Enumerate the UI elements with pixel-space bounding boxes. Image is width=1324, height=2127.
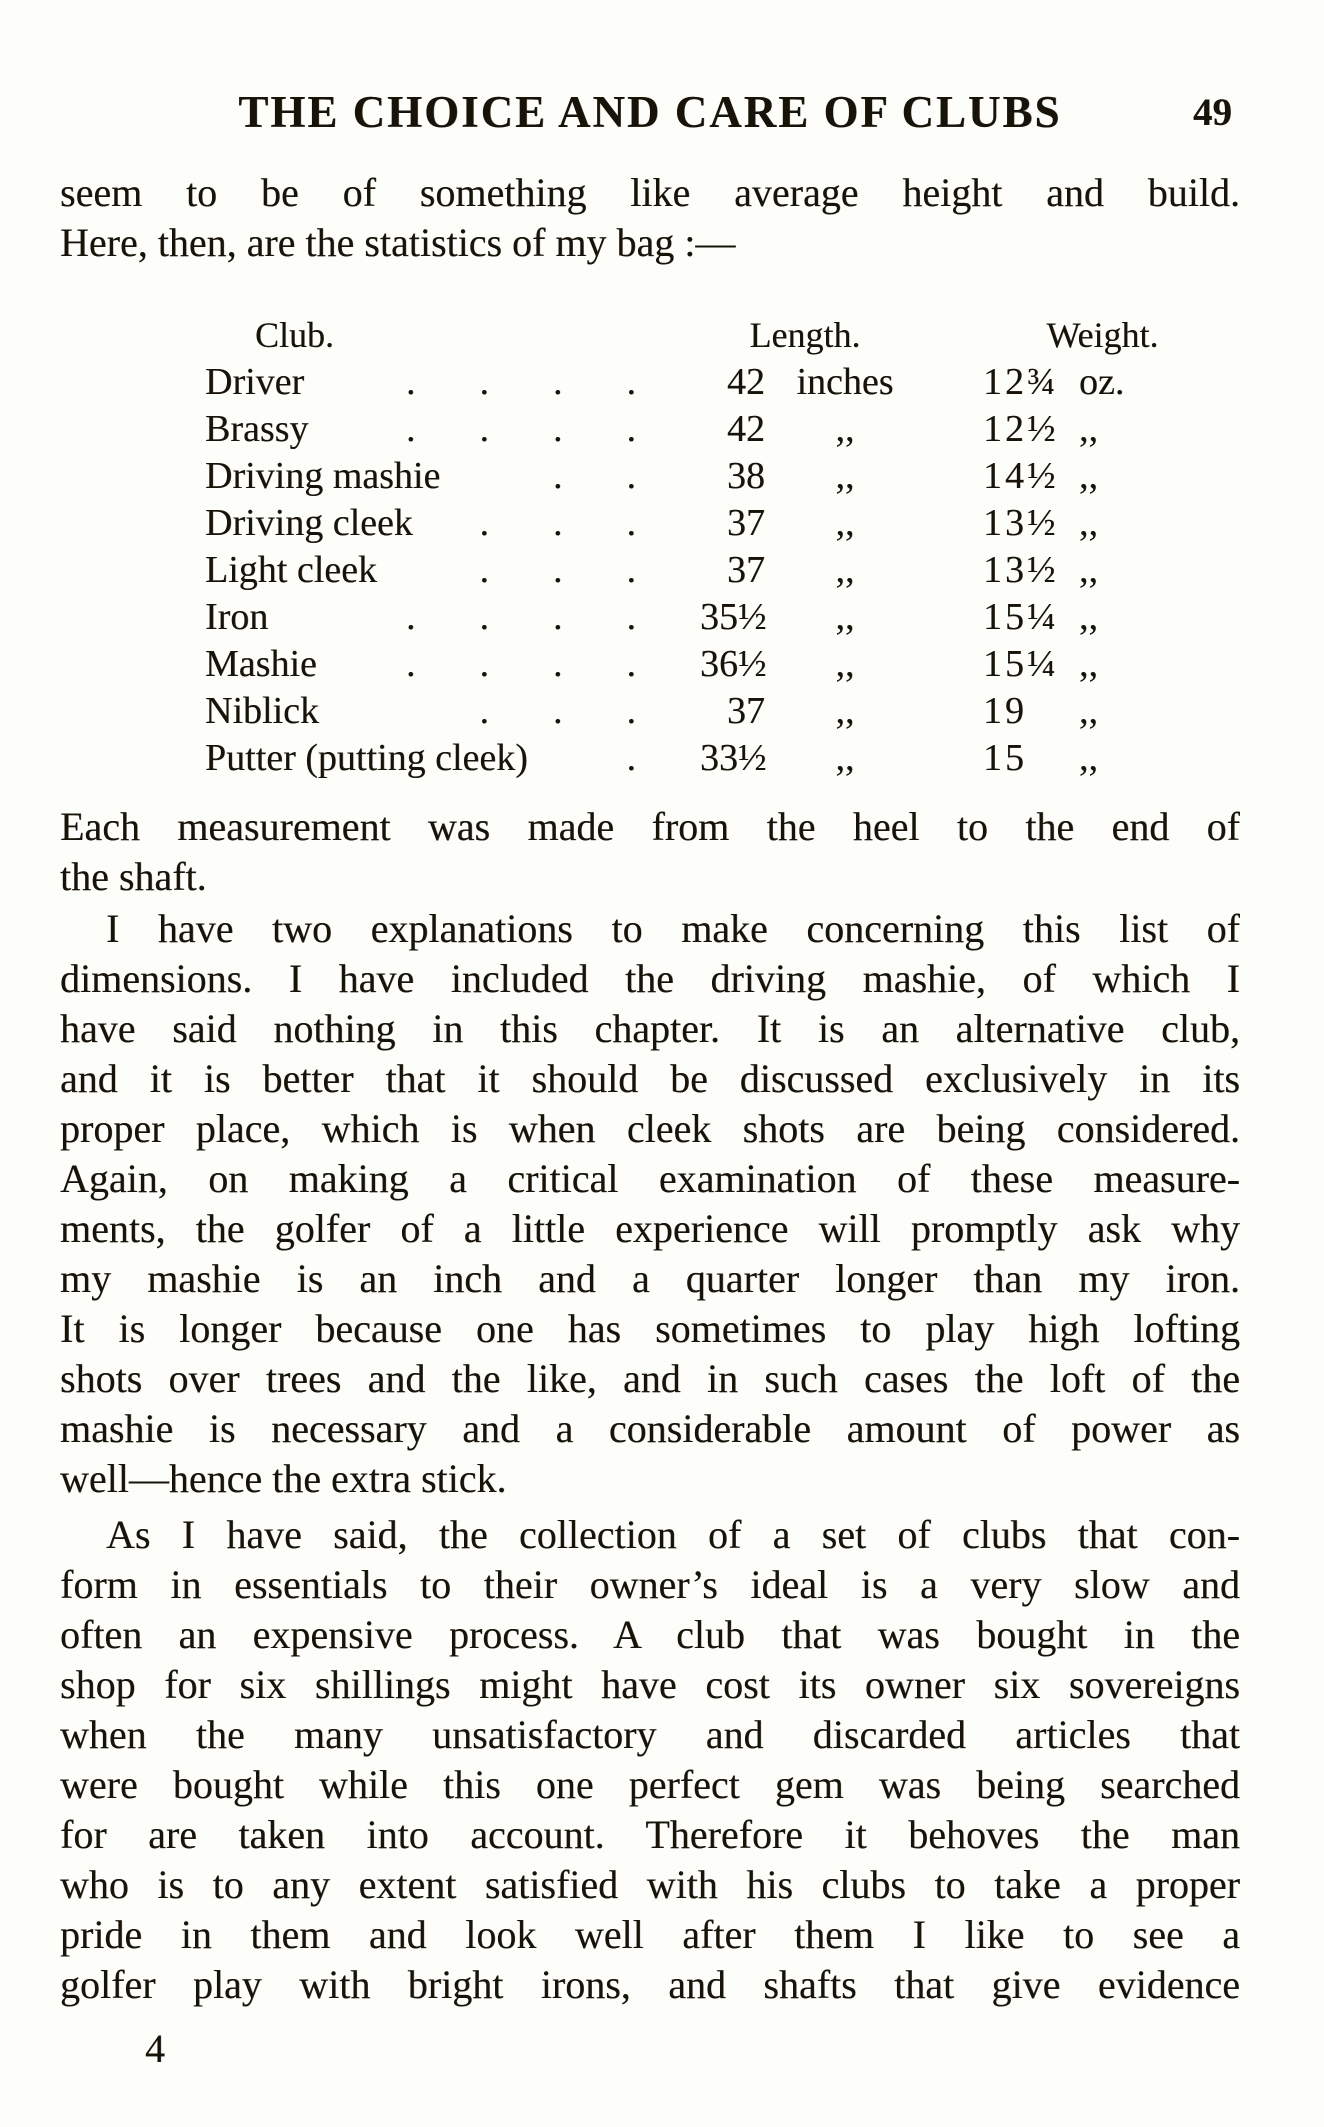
- club-name: Light cleek: [205, 549, 377, 591]
- text-line: have said nothing in this chapter. It is an alternative club,: [60, 1006, 1240, 1051]
- text-line: the shaft.: [60, 854, 207, 899]
- leader-dots: ....: [406, 361, 700, 403]
- page-title: THE CHOICE AND CARE OF CLUBS: [238, 87, 1062, 137]
- text-line: were bought while this one perfect gem was being searched: [60, 1762, 1240, 1807]
- text-line: well—hence the extra stick.: [60, 1456, 507, 1501]
- length-unit: ,,: [835, 408, 855, 450]
- club-statistics-table: [60, 312, 1240, 782]
- text-line: pride in them and look well after them I like to see a: [60, 1912, 1240, 1957]
- text-line: It is longer because one has sometimes to play high lofting: [60, 1306, 1240, 1351]
- text-line: when the many unsatisfactory and discarded articles that: [60, 1712, 1240, 1757]
- table-row: [60, 406, 1240, 453]
- length-unit: ,,: [835, 643, 855, 685]
- leader-dots: ....: [406, 643, 700, 685]
- text-line: seem to be of something like average height and build.: [60, 170, 1240, 215]
- table-row: [60, 359, 1240, 406]
- length-value: 37: [727, 690, 765, 732]
- length-value: 33½: [700, 737, 767, 779]
- signature-mark: 4: [145, 2026, 165, 2071]
- club-cell: [205, 359, 700, 406]
- leader-dots: ...: [479, 502, 700, 544]
- leader-dots: ...: [479, 690, 700, 732]
- length-unit: ,,: [835, 502, 855, 544]
- weight-value: 19: [983, 690, 1027, 732]
- weight-value: 12¾: [983, 361, 1059, 403]
- table-row: [60, 688, 1240, 735]
- text-line: for are taken into account. Therefore it behoves the man: [60, 1812, 1240, 1857]
- weight-unit: ,,: [1079, 596, 1098, 638]
- explanations-paragraph: [60, 904, 1240, 1504]
- club-name: Putter (putting cleek): [205, 737, 528, 779]
- weight-unit: ,,: [1079, 408, 1098, 450]
- weight-value: 13½: [983, 549, 1059, 591]
- text-line: dimensions. I have included the driving mashie, of which I: [60, 956, 1240, 1001]
- club-name: Driving cleek: [205, 502, 413, 544]
- club-cell: [205, 500, 700, 547]
- weight-value: 15: [983, 737, 1027, 779]
- length-value: 38: [727, 455, 765, 497]
- text-line: mashie is necessary and a considerable amount of power as: [60, 1406, 1240, 1451]
- club-cell: [205, 688, 700, 735]
- table-row: [60, 500, 1240, 547]
- text-line: Again, on making a critical examination of these measure-: [60, 1156, 1240, 1201]
- length-value: 42: [727, 361, 765, 403]
- length-value: 36½: [700, 643, 767, 685]
- weight-value: 14½: [983, 455, 1059, 497]
- measurement-paragraph: [60, 802, 1240, 902]
- text-line: shop for six shillings might have cost its owner six sovereigns: [60, 1662, 1240, 1707]
- text-line: my mashie is an inch and a quarter longer than my iron.: [60, 1256, 1240, 1301]
- length-unit: ,,: [835, 737, 855, 779]
- table-row: [60, 735, 1240, 782]
- length-unit: ,,: [835, 549, 855, 591]
- length-column-header: Length.: [749, 315, 861, 355]
- club-name: Iron: [205, 596, 269, 638]
- text-line: shots over trees and the like, and in such cases the loft of the: [60, 1356, 1240, 1401]
- text-line: proper place, which is when cleek shots are being considered.: [60, 1106, 1240, 1151]
- weight-unit: oz.: [1079, 361, 1125, 403]
- weight-value: 12½: [983, 408, 1059, 450]
- leader-dots: ....: [406, 408, 700, 450]
- text-line: form in essentials to their owner’s ideal is a very slow and: [60, 1562, 1240, 1607]
- table-row: [60, 547, 1240, 594]
- text-line: and it is better that it should be discussed exclusively in its: [60, 1056, 1240, 1101]
- text-line: Here, then, are the statistics of my bag :—: [60, 220, 736, 265]
- length-unit: ,,: [835, 690, 855, 732]
- weight-unit: ,,: [1079, 643, 1098, 685]
- club-cell: [205, 406, 700, 453]
- intro-paragraph: [60, 168, 1240, 268]
- length-value: 42: [727, 408, 765, 450]
- club-cell: [205, 594, 700, 641]
- club-name: Driving mashie: [205, 455, 441, 497]
- weight-column-header: Weight.: [1046, 315, 1159, 355]
- length-value: 37: [727, 549, 765, 591]
- weight-unit: ,,: [1079, 549, 1098, 591]
- weight-value: 13½: [983, 502, 1059, 544]
- club-cell: [205, 547, 700, 594]
- length-value: 35½: [700, 596, 767, 638]
- length-unit: inches: [796, 361, 894, 403]
- table-row: [60, 594, 1240, 641]
- length-unit: ,,: [835, 596, 855, 638]
- club-column-header: Club.: [255, 315, 335, 355]
- text-line: often an expensive process. A club that was bought in the: [60, 1612, 1240, 1657]
- leader-dots: ..: [553, 455, 700, 497]
- length-unit: ,,: [835, 455, 855, 497]
- club-cell: [205, 453, 700, 500]
- club-name: Niblick: [205, 690, 319, 732]
- club-name: Driver: [205, 361, 305, 403]
- club-cell: [205, 641, 700, 688]
- table-row: [60, 453, 1240, 500]
- weight-unit: ,,: [1079, 502, 1098, 544]
- length-value: 37: [727, 502, 765, 544]
- weight-value: 15¼: [983, 596, 1059, 638]
- text-line: I have two explanations to make concerning this list of: [106, 906, 1240, 951]
- leader-dots: ...: [479, 549, 700, 591]
- leader-dots: ....: [406, 596, 700, 638]
- text-line: ments, the golfer of a little experience will promptly ask why: [60, 1206, 1240, 1251]
- table-header-row: [60, 312, 1240, 359]
- club-cell: [205, 735, 700, 782]
- running-head: [60, 86, 1240, 138]
- weight-unit: ,,: [1079, 455, 1098, 497]
- table-row: [60, 641, 1240, 688]
- collection-paragraph: [60, 1510, 1240, 2010]
- text-line: As I have said, the collection of a set of clubs that con-: [106, 1512, 1240, 1557]
- weight-unit: ,,: [1079, 737, 1098, 779]
- text-line: Each measurement was made from the heel to the end of: [60, 804, 1240, 849]
- page-number: 49: [1193, 91, 1232, 134]
- text-line: who is to any extent satisfied with his clubs to take a proper: [60, 1862, 1240, 1907]
- weight-value: 15¼: [983, 643, 1059, 685]
- club-name: Mashie: [205, 643, 317, 685]
- text-line: golfer play with bright irons, and shafts that give evidence: [60, 1962, 1240, 2007]
- leader-dots: .: [626, 737, 700, 779]
- club-name: Brassy: [205, 408, 309, 450]
- weight-unit: ,,: [1079, 690, 1098, 732]
- page-content: [60, 0, 1240, 2074]
